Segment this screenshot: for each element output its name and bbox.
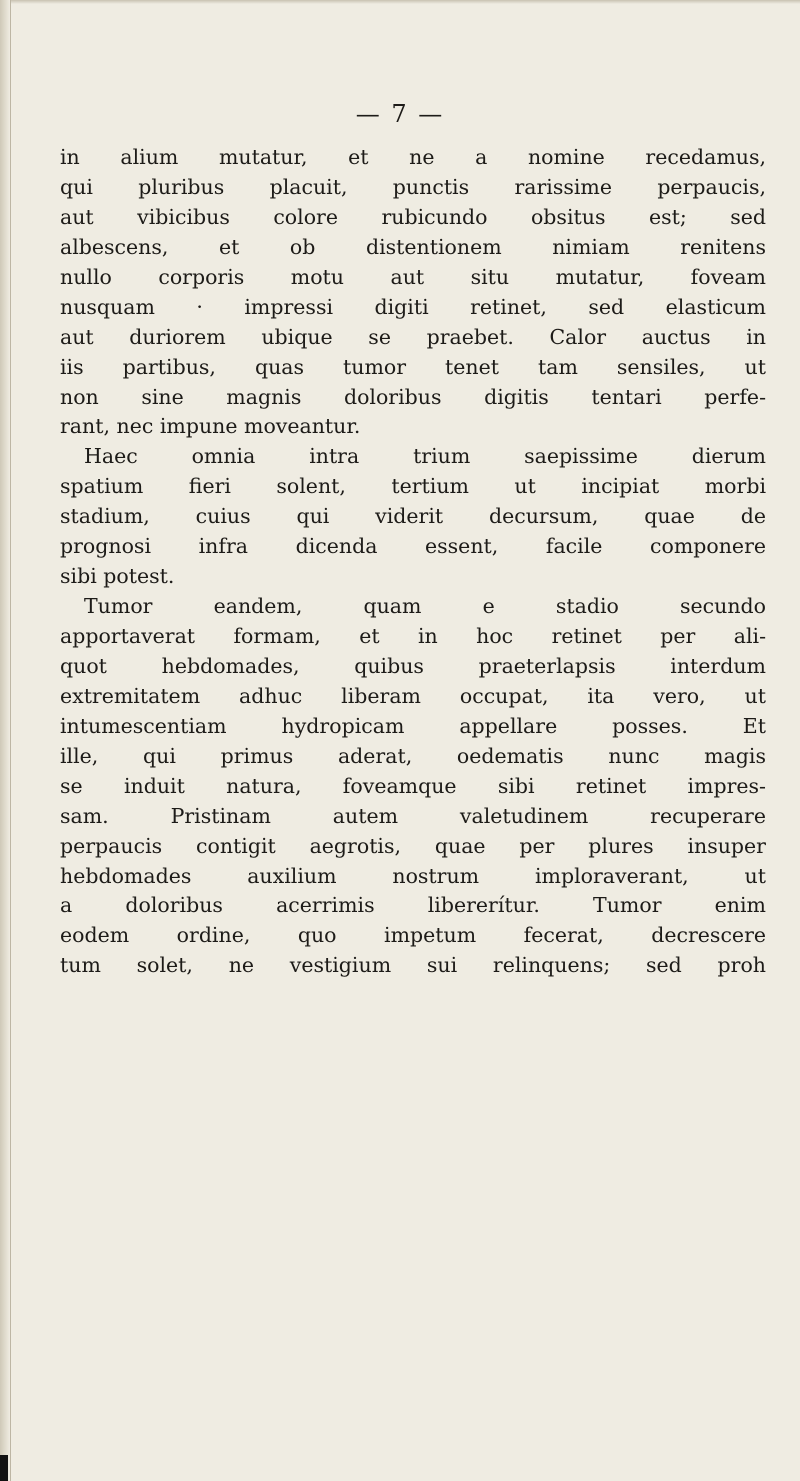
text-line: nullo corporis motu aut situ mutatur, foveam xyxy=(60,264,766,289)
text-line: sibi potest. xyxy=(60,564,175,589)
page-top-edge xyxy=(0,0,800,4)
text-line: tum solet, ne vestigium sui relinquens; sed proh xyxy=(60,953,766,978)
text-line: quot hebdomades, quibus praeterlapsis interdum xyxy=(60,653,766,678)
text-line: sam. Pristinam autem valetudinem recuperare xyxy=(60,803,766,828)
text-line: a doloribus acerrimis libererítur. Tumor enim xyxy=(60,893,766,918)
text-line: hebdomades auxilium nostrum imploraverant, ut xyxy=(60,863,766,888)
text-line: stadium, cuius qui viderit decursum, quae de xyxy=(60,504,766,529)
text-line: Haec omnia intra trium saepissime dierum xyxy=(84,444,766,469)
text-line: qui pluribus placuit, punctis rarissime perpaucis, xyxy=(60,174,766,199)
body-text xyxy=(60,143,766,981)
gutter-mark xyxy=(0,1455,8,1481)
text-line: se induit natura, foveamque sibi retinet impres- xyxy=(60,773,766,798)
text-line: iis partibus, quas tumor tenet tam sensiles, ut xyxy=(60,354,766,379)
text-line: Tumor eandem, quam e stadio secundo xyxy=(84,594,766,619)
text-line: rant, nec impune moveantur. xyxy=(60,414,361,439)
text-line: intumescentiam hydropicam appellare posses. Et xyxy=(60,713,766,738)
text-line: ille, qui primus aderat, oedematis nunc magis xyxy=(60,743,766,768)
text-line: non sine magnis doloribus digitis tentari perfe- xyxy=(60,384,766,409)
text-line: albescens, et ob distentionem nimiam renitens xyxy=(60,234,766,259)
text-line: spatium fieri solent, tertium ut incipiat morbi xyxy=(60,474,766,499)
text-line: extremitatem adhuc liberam occupat, ita vero, ut xyxy=(60,683,766,708)
text-line: in alium mutatur, et ne a nomine recedamus, xyxy=(60,145,766,169)
text-line: aut vibicibus colore rubicundo obsitus est; sed xyxy=(60,204,766,229)
text-line: eodem ordine, quo impetum fecerat, decrescere xyxy=(60,923,766,948)
page-binding-edge xyxy=(0,0,11,1481)
text-line: aut duriorem ubique se praebet. Calor auctus in xyxy=(60,324,766,349)
text-line: prognosi infra dicenda essent, facile componere xyxy=(60,534,766,559)
text-line: nusquam · impressi digiti retinet, sed elasticum xyxy=(60,294,766,319)
text-line: perpaucis contigit aegrotis, quae per plures insuper xyxy=(60,833,766,858)
page-number: — 7 — xyxy=(355,100,445,128)
text-line: apportaverat formam, et in hoc retinet per ali- xyxy=(60,624,766,648)
